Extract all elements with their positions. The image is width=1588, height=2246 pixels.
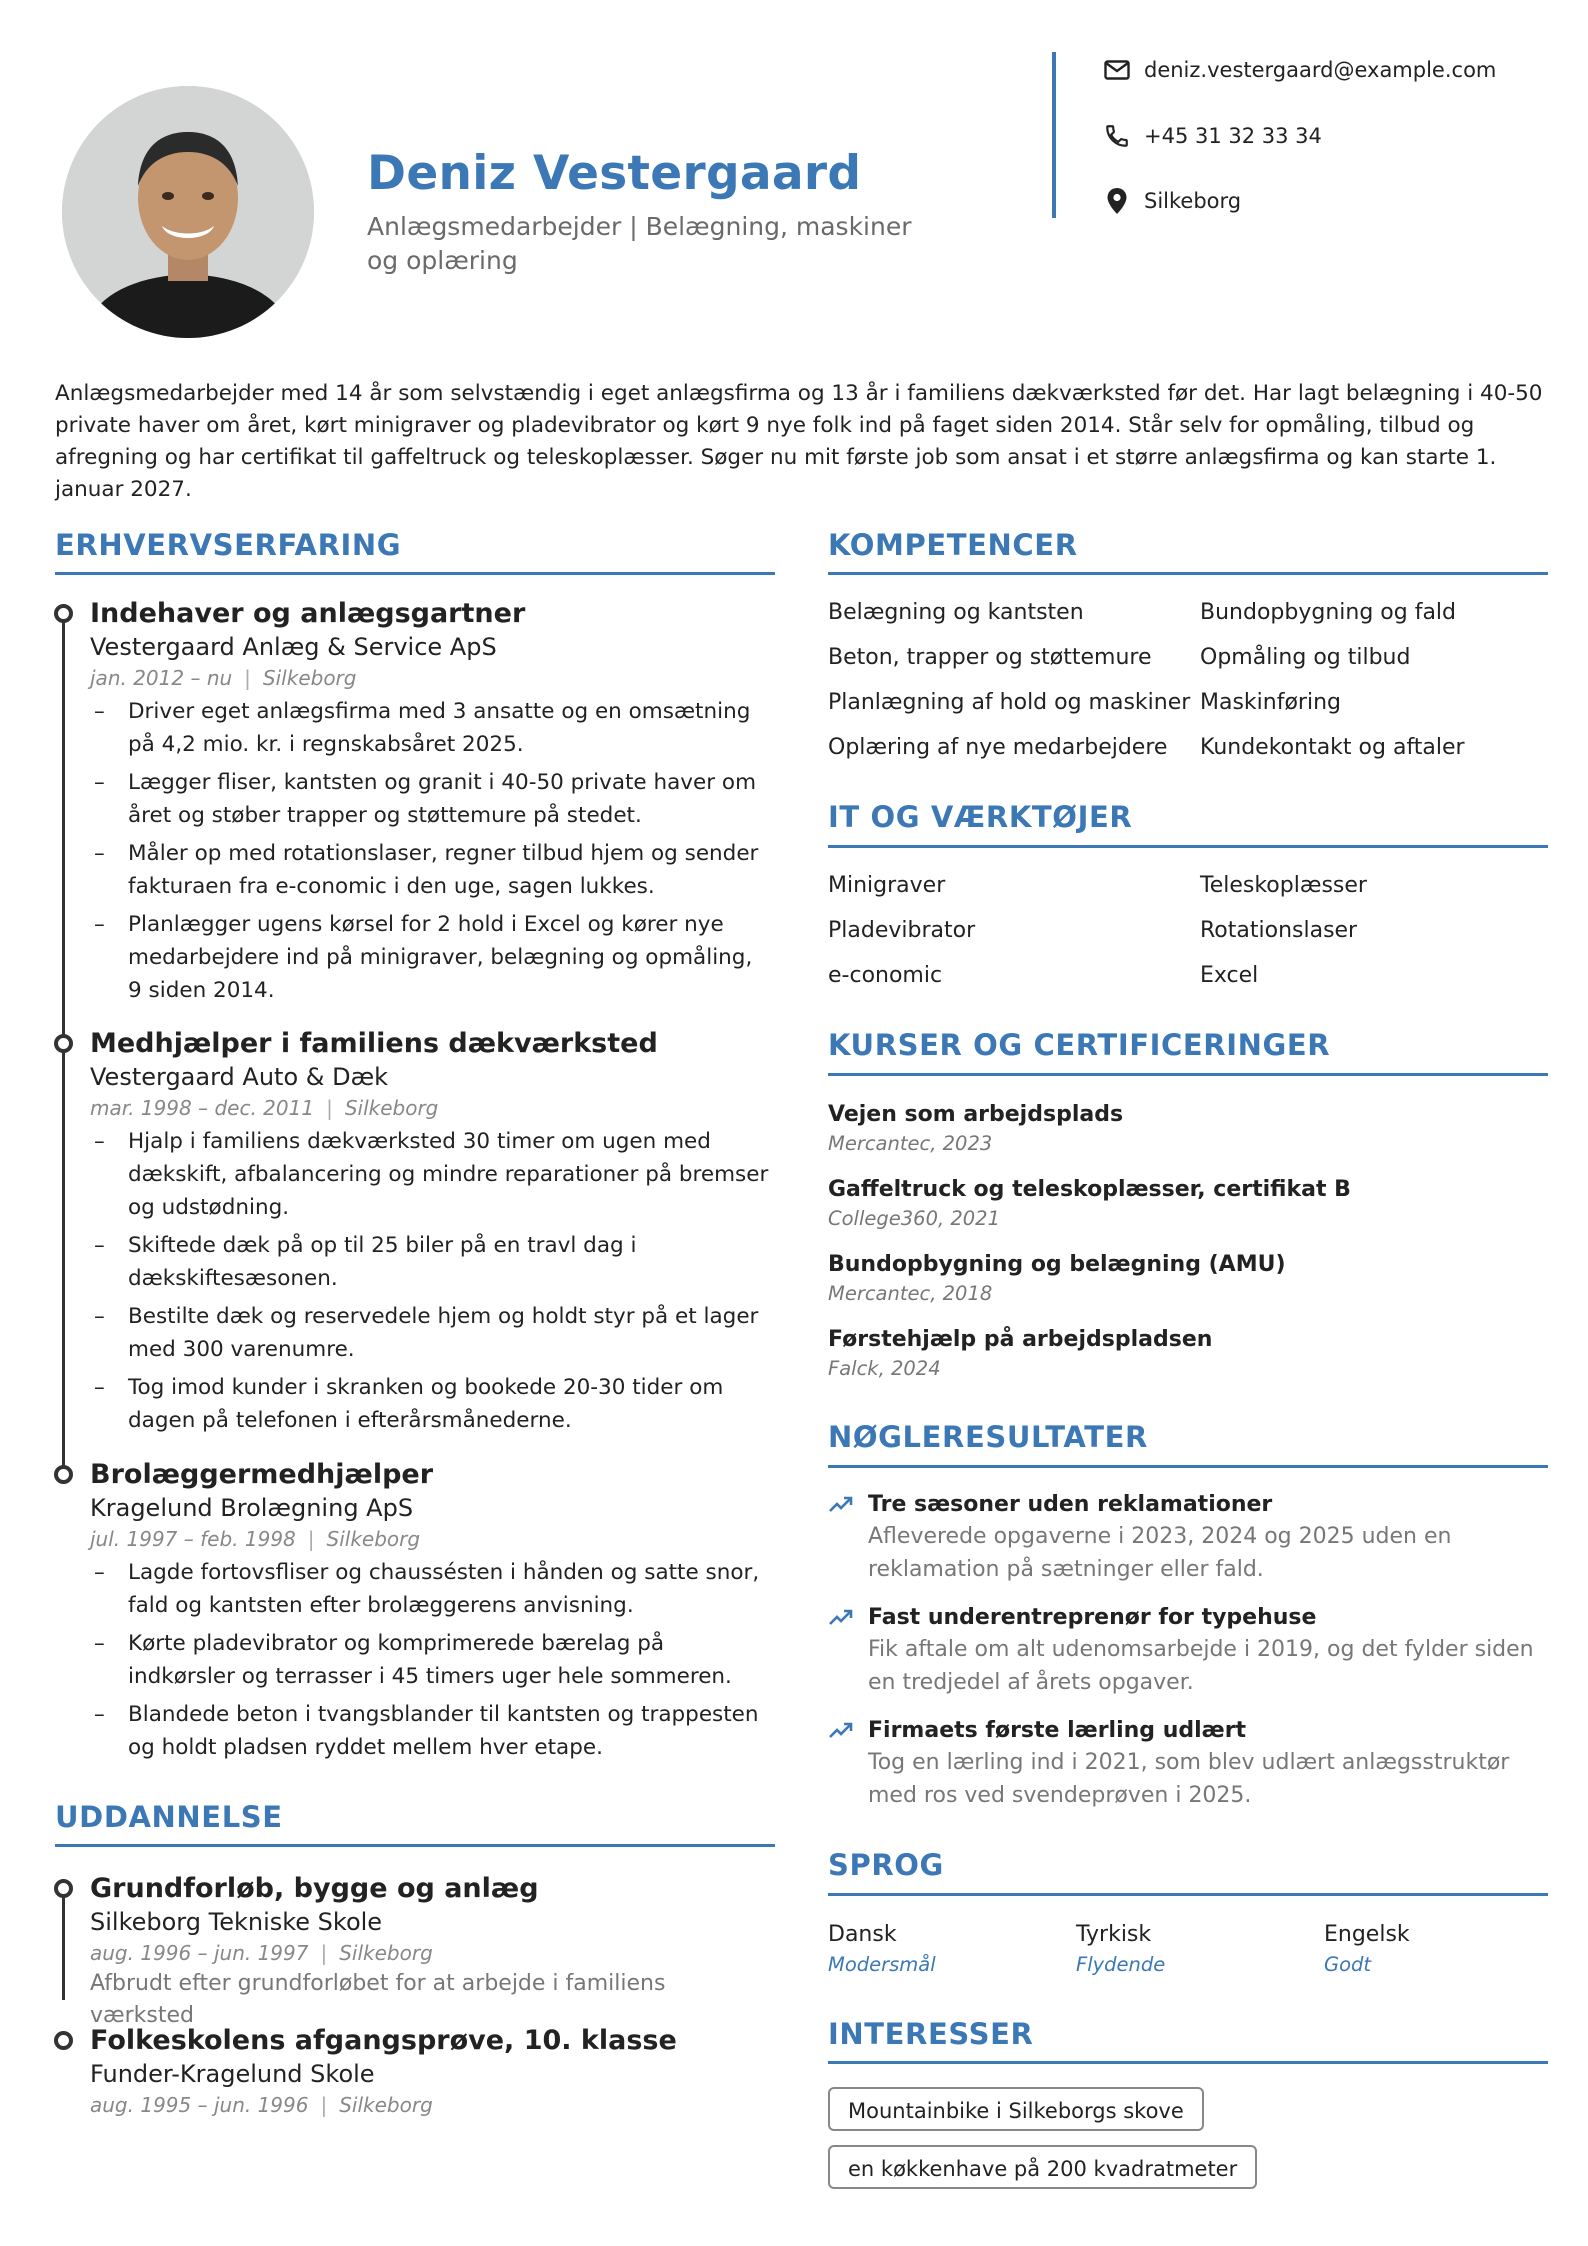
education-location: Silkeborg <box>339 2093 433 2117</box>
course-item <box>828 1250 1548 1308</box>
job-bullet: – Måler op med rotationslaser, regner tilbud hjem og sender fakturaen fra e-conomic i den uge, sagen lukkes. <box>90 837 770 903</box>
job-bullets <box>90 1125 770 1437</box>
job-bullet: – Driver eget anlægsfirma med 3 ansatte og en omsætning på 4,2 mio. kr. i regnskabsåret 2025. <box>90 695 770 761</box>
timeline-dot <box>54 604 73 623</box>
job-location: Silkeborg <box>344 1096 439 1120</box>
candidate-name: Deniz Vestergaard <box>367 146 862 201</box>
tool-item: Excel <box>1200 963 1259 988</box>
competences-heading: KOMPETENCER <box>828 528 1078 562</box>
result-title: Tre sæsoner uden reklamationer <box>868 1492 1273 1517</box>
interests-heading: INTERESSER <box>828 2017 1034 2051</box>
education-meta: aug. 1995 – jun. 1996 | Silkeborg <box>90 2093 433 2117</box>
competence-item: Belægning og kantsten <box>828 600 1084 625</box>
result-text: Tog en lærling ind i 2021, som blev udlært anlægsstruktør med ros ved svendeprøven i 2025. <box>868 1750 1510 1808</box>
job-bullet: – Kørte pladevibrator og komprimerede bærelag på indkørsler og terrasser i 45 timers uger hele sommeren. <box>90 1627 770 1693</box>
trend-up-icon <box>828 1607 854 1629</box>
course-item <box>828 1325 1548 1383</box>
competence-item: Bundopbygning og fald <box>1200 600 1456 625</box>
result-title: Fast underentreprenør for typehuse <box>868 1605 1317 1630</box>
contact-phone[interactable] <box>1102 121 1322 151</box>
language-level: Godt <box>1324 1953 1372 1976</box>
result-text: Fik aftale om alt udenomsarbejde i 2019, og det fylder siden en tredjedel af årets opgaver. <box>868 1637 1534 1695</box>
education-period: aug. 1995 – jun. 1996 <box>90 2093 309 2117</box>
contact-email-text: deniz.vestergaard@example.com <box>1144 58 1497 82</box>
education-entry <box>90 2024 770 2120</box>
result-item <box>828 1603 1548 1699</box>
job-entry <box>90 1027 770 1437</box>
phone-icon <box>1102 121 1132 151</box>
job-bullets <box>90 695 770 1007</box>
competence-item: Maskinføring <box>1200 690 1341 715</box>
education-meta: aug. 1996 – jun. 1997 | Silkeborg <box>90 1941 433 1965</box>
job-entry <box>90 597 770 1007</box>
timeline-dot <box>54 1879 73 1898</box>
job-title: Medhjælper i familiens dækværksted <box>90 1028 658 1059</box>
contact-email[interactable] <box>1102 55 1496 85</box>
profile-summary: Anlægsmedarbejder med 14 år som selvstændig i eget anlægsfirma og 13 år i familiens dækværksted før det. Har lagt belægning i 40-50 private haver om året, kørt minigraver og pladevibrator og kørt 9 nye folk ind på faget siden 2014. Står selv for opmåling, tilbud og afregning og har certifikat til gaffeltruck og teleskoplæsser. Søger nu mit første job som ansat i et større anlægsfirma og kan starte 1. januar 2027. <box>55 381 1543 502</box>
language-item <box>1076 1920 1316 1980</box>
courses-heading: KURSER OG CERTIFICERINGER <box>828 1028 1331 1062</box>
result-text: Afleverede opgaverne i 2023, 2024 og 2025 uden en reklamation på sætninger eller fald. <box>868 1524 1452 1582</box>
job-period: jul. 1997 – feb. 1998 <box>90 1527 296 1551</box>
map-pin-icon <box>1102 186 1132 216</box>
tool-item: Teleskoplæsser <box>1200 873 1367 898</box>
job-bullet: – Tog imod kunder i skranken og bookede 20-30 tider om dagen på telefonen i efterårsmånederne. <box>90 1371 770 1437</box>
language-level: Flydende <box>1076 1953 1166 1976</box>
job-company: Kragelund Brolægning ApS <box>90 1494 414 1522</box>
course-title: Førstehjælp på arbejdspladsen <box>828 1327 1213 1352</box>
result-item <box>828 1716 1548 1812</box>
job-bullets <box>90 1556 770 1764</box>
headline: Anlægsmedarbejder | Belægning, maskiner og oplæring <box>367 212 912 275</box>
education-title: Grundforløb, bygge og anlæg <box>90 1873 539 1904</box>
course-meta: College360, 2021 <box>828 1207 1000 1230</box>
competence-item: Opmåling og tilbud <box>1200 645 1411 670</box>
contact-location-text: Silkeborg <box>1144 189 1242 213</box>
experience-rule <box>55 572 775 575</box>
job-entry <box>90 1458 770 1764</box>
language-name: Tyrkisk <box>1076 1922 1152 1947</box>
job-location: Silkeborg <box>262 666 357 690</box>
education-period: aug. 1996 – jun. 1997 <box>90 1941 309 1965</box>
timeline-dot <box>54 1034 73 1053</box>
language-level: Modersmål <box>828 1953 936 1976</box>
courses-rule <box>828 1073 1548 1076</box>
competences-rule <box>828 572 1548 575</box>
job-meta: mar. 1998 – dec. 2011 | Silkeborg <box>90 1096 439 1120</box>
job-meta: jul. 1997 – feb. 1998 | Silkeborg <box>90 1527 421 1551</box>
results-rule <box>828 1465 1548 1468</box>
education-note: Afbrudt efter grundforløbet for at arbejde i familiens værksted <box>90 1971 666 2028</box>
competence-item: Beton, trapper og støttemure <box>828 645 1152 670</box>
competence-item: Planlægning af hold og maskiner <box>828 690 1191 715</box>
contact-location <box>1102 186 1241 216</box>
job-company: Vestergaard Auto & Dæk <box>90 1063 389 1091</box>
competence-item: Oplæring af nye medarbejdere <box>828 735 1168 760</box>
education-rule <box>55 1844 775 1847</box>
course-title: Vejen som arbejdsplads <box>828 1102 1124 1127</box>
education-entry <box>90 1872 770 2032</box>
job-meta: jan. 2012 – nu | Silkeborg <box>90 666 357 690</box>
job-location: Silkeborg <box>326 1527 421 1551</box>
education-location: Silkeborg <box>339 1941 433 1965</box>
course-meta: Mercantec, 2023 <box>828 1132 993 1155</box>
job-bullet: – Lagde fortovsfliser og chaussésten i hånden og satte snor, fald og kantsten efter brolæggerens anvisning. <box>90 1556 770 1622</box>
interest-tag: Mountainbike i Silkeborgs skove <box>828 2087 1204 2131</box>
job-title: Indehaver og anlægsgartner <box>90 598 526 629</box>
language-name: Engelsk <box>1324 1922 1410 1947</box>
contact-divider <box>1052 52 1056 218</box>
competence-item: Kundekontakt og aftaler <box>1200 735 1465 760</box>
trend-up-icon <box>828 1720 854 1742</box>
timeline-dot <box>54 1465 73 1484</box>
languages-heading: SPROG <box>828 1848 944 1882</box>
job-period: mar. 1998 – dec. 2011 <box>90 1096 315 1120</box>
education-school: Silkeborg Tekniske Skole <box>90 1908 383 1936</box>
course-meta: Falck, 2024 <box>828 1357 941 1380</box>
interests-rule <box>828 2061 1548 2064</box>
course-title: Gaffeltruck og teleskoplæsser, certifikat B <box>828 1177 1351 1202</box>
tool-item: e-conomic <box>828 963 943 988</box>
experience-heading: ERHVERVSERFARING <box>55 528 402 562</box>
language-name: Dansk <box>828 1922 897 1947</box>
result-title: Firmaets første lærling udlært <box>868 1718 1247 1743</box>
job-title: Brolæggermedhjælper <box>90 1459 434 1490</box>
education-school: Funder-Kragelund Skole <box>90 2060 375 2088</box>
course-meta: Mercantec, 2018 <box>828 1282 993 1305</box>
tools-heading: IT OG VÆRKTØJER <box>828 800 1133 834</box>
job-bullet: – Hjalp i familiens dækværksted 30 timer om ugen med dækskift, afbalancering og mindre reparationer på bremser og udstødning. <box>90 1125 770 1224</box>
profile-photo <box>62 86 314 338</box>
mail-icon <box>1102 55 1132 85</box>
tools-rule <box>828 845 1548 848</box>
job-bullet: – Skiftede dæk på op til 25 biler på en travl dag i dækskiftesæsonen. <box>90 1229 770 1295</box>
job-period: jan. 2012 – nu <box>90 666 233 690</box>
results-heading: NØGLERESULTATER <box>828 1420 1148 1454</box>
job-bullet: – Lægger fliser, kantsten og granit i 40-50 private haver om året og støber trapper og støttemure på stedet. <box>90 766 770 832</box>
language-item <box>828 1920 1068 1980</box>
job-bullet: – Bestilte dæk og reservedele hjem og holdt styr på et lager med 300 varenumre. <box>90 1300 770 1366</box>
timeline-dot <box>54 2031 73 2050</box>
trend-up-icon <box>828 1494 854 1516</box>
course-title: Bundopbygning og belægning (AMU) <box>828 1252 1286 1277</box>
tool-item: Minigraver <box>828 873 946 898</box>
course-item <box>828 1175 1548 1233</box>
education-title: Folkeskolens afgangsprøve, 10. klasse <box>90 2025 677 2056</box>
tool-item: Rotationslaser <box>1200 918 1358 943</box>
course-item <box>828 1100 1548 1158</box>
education-heading: UDDANNELSE <box>55 1800 283 1834</box>
tool-item: Pladevibrator <box>828 918 976 943</box>
contact-phone-text: +45 31 32 33 34 <box>1144 124 1322 148</box>
job-company: Vestergaard Anlæg & Service ApS <box>90 633 497 661</box>
job-bullet: – Planlægger ugens kørsel for 2 hold i Excel og kører nye medarbejdere ind på minigraver, belægning og opmåling, 9 siden 2014. <box>90 908 770 1007</box>
language-item <box>1324 1920 1564 1980</box>
education-timeline <box>62 1897 65 2000</box>
result-item <box>828 1490 1548 1586</box>
job-bullet: – Blandede beton i tvangsblander til kantsten og trappesten og holdt pladsen ryddet mellem hver etape. <box>90 1698 770 1764</box>
languages-rule <box>828 1893 1548 1896</box>
interest-tag: en køkkenhave på 200 kvadratmeter <box>828 2145 1257 2189</box>
